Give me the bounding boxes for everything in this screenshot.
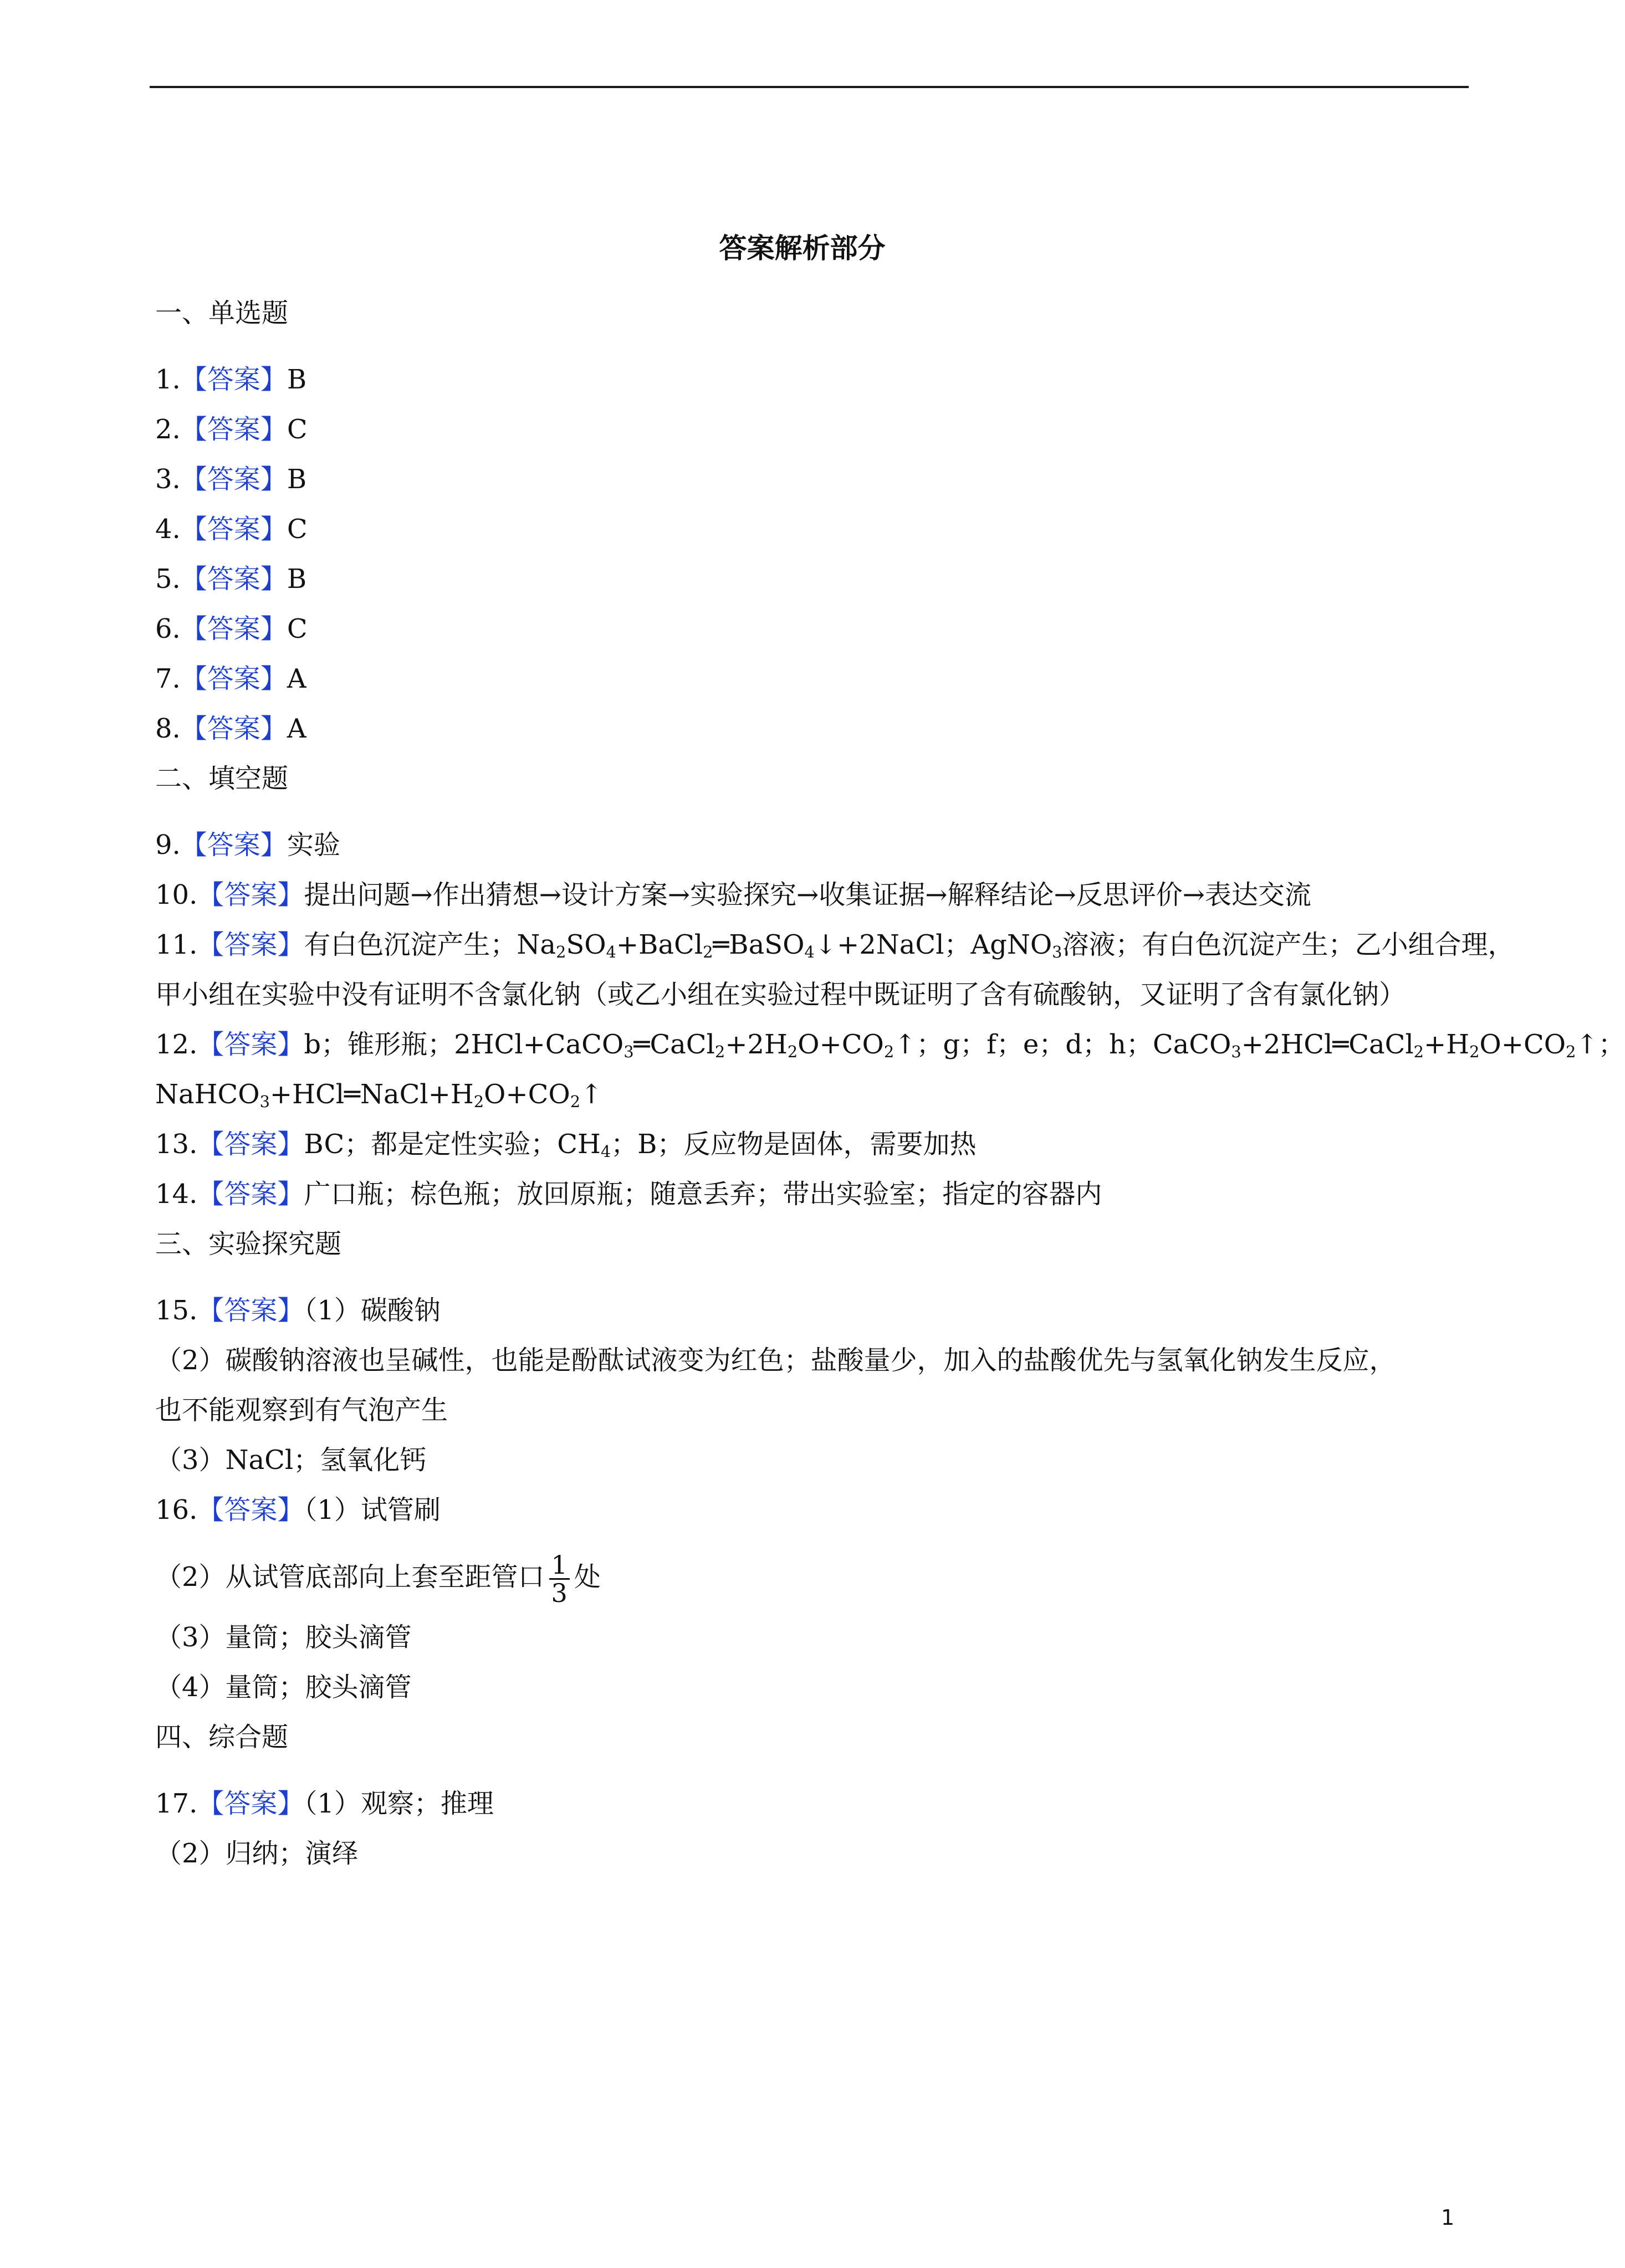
question-number: 4.: [155, 514, 181, 545]
answer-tag: 【答案】: [180, 830, 287, 861]
answer-tag: 【答案】: [197, 1295, 304, 1326]
header-rule: [150, 86, 1469, 88]
answer-value: C: [287, 514, 308, 545]
subscript: 2: [883, 1042, 895, 1062]
answer-text: （1）观察；推理: [304, 1788, 494, 1819]
subscript: 2: [1566, 1042, 1576, 1062]
subscript: 2: [703, 943, 713, 962]
question-number: 3.: [155, 464, 181, 495]
answer-tag: 【答案】: [180, 613, 287, 644]
answer-line-16-part2: [155, 1552, 601, 1606]
answer-tag: 【答案】: [197, 1029, 304, 1060]
answer-line-16-part4: （4）量筒；胶头滴管: [155, 1672, 412, 1703]
answer-value: A: [287, 713, 306, 744]
question-number: 13.: [155, 1129, 198, 1160]
answer-text: b；锥形瓶；2HCl+CaCO: [304, 1029, 624, 1060]
answer-tag: 【答案】: [197, 1179, 304, 1210]
answer-line-1: [155, 360, 306, 399]
answer-text: 溶液；有白色沉淀产生；乙小组合理，: [1062, 929, 1515, 960]
question-number: 1.: [155, 364, 181, 395]
answer-value: A: [287, 663, 306, 694]
answer-text: O+CO: [1479, 1029, 1566, 1060]
answer-line-11-cont: 甲小组在实验中没有证明不含氯化钠（或乙小组在实验过程中既证明了含有硫酸钠，又证明了含有氯化钠）: [155, 979, 1406, 1010]
answer-text: ↑；g；f；e；d；h；CaCO: [894, 1029, 1231, 1060]
answer-text: ；B；反应物是固体，需要加热: [611, 1129, 977, 1160]
answer-line-16-part3: （3）量筒；胶头滴管: [155, 1622, 412, 1653]
answer-text: ═CaCl: [633, 1029, 715, 1060]
subscript: 3: [1231, 1042, 1241, 1062]
answer-text: O+CO: [484, 1079, 570, 1110]
answer-line-7: [155, 659, 306, 698]
answer-tag: 【答案】: [197, 929, 304, 960]
answer-tag: 【答案】: [180, 663, 287, 694]
subscript: 2: [570, 1092, 581, 1112]
answer-line-2: [155, 410, 308, 449]
answer-line-15-part3: （3）NaCl；氢氧化钙: [155, 1445, 427, 1476]
subscript: 2: [787, 1042, 798, 1062]
answer-text: +2HCl═CaCl: [1241, 1029, 1414, 1060]
answer-text: 提出问题→作出猜想→设计方案→实验探究→收集证据→解释结论→反思评价→表达交流: [304, 879, 1311, 910]
answer-text: （2）从试管底部向上套至距管口: [155, 1562, 545, 1593]
answer-tag: 【答案】: [197, 1494, 304, 1525]
answer-text: +2H: [725, 1029, 788, 1060]
question-number: 17.: [155, 1788, 198, 1819]
answer-text: （1）试管刷: [304, 1494, 441, 1525]
subscript: 2: [1469, 1042, 1480, 1062]
question-number: 6.: [155, 613, 181, 644]
section-heading-comprehensive: 四、综合题: [155, 1722, 289, 1753]
answer-line-16: [155, 1491, 441, 1529]
answer-line-15-part2-cont: 也不能观察到有气泡产生: [155, 1395, 448, 1426]
answer-text: （1）碳酸钠: [304, 1295, 441, 1326]
question-number: 16.: [155, 1494, 198, 1525]
answer-tag: 【答案】: [180, 464, 287, 495]
section-heading-experiment: 三、实验探究题: [155, 1228, 342, 1260]
answer-line-4: [155, 510, 308, 549]
question-number: 8.: [155, 713, 181, 744]
subscript: 3: [624, 1042, 634, 1062]
answer-text: 有白色沉淀产生；Na: [304, 929, 556, 960]
subscript: 2: [555, 943, 566, 962]
answer-tag: 【答案】: [180, 713, 287, 744]
answer-tag: 【答案】: [197, 879, 304, 910]
answer-text: +HCl═NaCl+H: [269, 1079, 474, 1110]
section-heading-single-choice: 一、单选题: [155, 298, 289, 329]
answer-text: 实验: [287, 830, 340, 861]
answer-tag: 【答案】: [180, 514, 287, 545]
answer-tag: 【答案】: [197, 1129, 304, 1160]
question-number: 5.: [155, 564, 181, 595]
question-number: 2.: [155, 414, 181, 445]
answer-line-17: [155, 1784, 494, 1823]
answer-value: B: [287, 564, 307, 595]
page-number: 1: [1441, 2205, 1455, 2230]
subscript: 2: [714, 1042, 725, 1062]
answer-text: +H: [1424, 1029, 1470, 1060]
answer-line-13: [155, 1125, 976, 1164]
answer-tag: 【答案】: [180, 414, 287, 445]
subscript: 2: [1413, 1042, 1424, 1062]
answer-line-12: [155, 1025, 1625, 1064]
question-number: 14.: [155, 1179, 198, 1210]
answer-tag: 【答案】: [180, 564, 287, 595]
answer-text: ↑: [580, 1079, 603, 1110]
fraction-numerator: 1: [549, 1552, 570, 1580]
answer-line-8: [155, 709, 306, 748]
fraction-denominator: 3: [551, 1578, 568, 1608]
answer-text: NaHCO: [155, 1079, 260, 1110]
answer-tag: 【答案】: [197, 1788, 304, 1819]
question-number: 11.: [155, 929, 198, 960]
answer-text: BC；都是定性实验；CH: [304, 1129, 601, 1160]
question-number: 7.: [155, 663, 181, 694]
answer-value: C: [287, 613, 308, 644]
subscript: 4: [606, 943, 616, 962]
answer-text: SO: [566, 929, 606, 960]
answer-line-3: [155, 460, 306, 499]
answer-line-12-cont: [155, 1075, 602, 1114]
fraction: [549, 1552, 570, 1606]
answer-line-15: [155, 1291, 441, 1330]
answer-text: +BaCl: [616, 929, 703, 960]
subscript: 3: [1052, 943, 1062, 962]
answer-text: ═BaSO: [713, 929, 805, 960]
answer-text: 广口瓶；棕色瓶；放回原瓶；随意丢弃；带出实验室；指定的容器内: [304, 1179, 1102, 1210]
question-number: 12.: [155, 1029, 198, 1060]
question-number: 15.: [155, 1295, 198, 1326]
answer-line-9: [155, 826, 340, 864]
answer-text: ↑；: [1576, 1029, 1625, 1060]
answer-text: O+CO: [798, 1029, 884, 1060]
subscript: 4: [600, 1142, 611, 1161]
answer-tag: 【答案】: [180, 364, 287, 395]
answer-line-10: [155, 876, 1311, 914]
subscript: 2: [473, 1092, 484, 1112]
answer-line-17-part2: （2）归纳；演绎: [155, 1838, 359, 1869]
answer-line-6: [155, 610, 308, 648]
subscript: 3: [259, 1092, 270, 1112]
answer-line-11: [155, 925, 1515, 964]
section-heading-fill-blank: 二、填空题: [155, 763, 289, 794]
question-number: 10.: [155, 879, 198, 910]
answer-text: ↓+2NaCl；AgNO: [814, 929, 1052, 960]
answer-line-14: [155, 1175, 1102, 1214]
subscript: 4: [804, 943, 815, 962]
answer-text: 处: [574, 1562, 601, 1593]
answer-line-15-part2: （2）碳酸钠溶液也呈碱性，也能是酚酞试液变为红色；盐酸量少，加入的盐酸优先与氢氧化钠发生反应，: [155, 1345, 1396, 1376]
question-number: 9.: [155, 830, 181, 861]
answer-value: C: [287, 414, 308, 445]
answer-value: B: [287, 464, 307, 495]
answer-line-5: [155, 560, 306, 598]
page-title: 答案解析部分: [719, 232, 886, 264]
answer-value: B: [287, 364, 307, 395]
